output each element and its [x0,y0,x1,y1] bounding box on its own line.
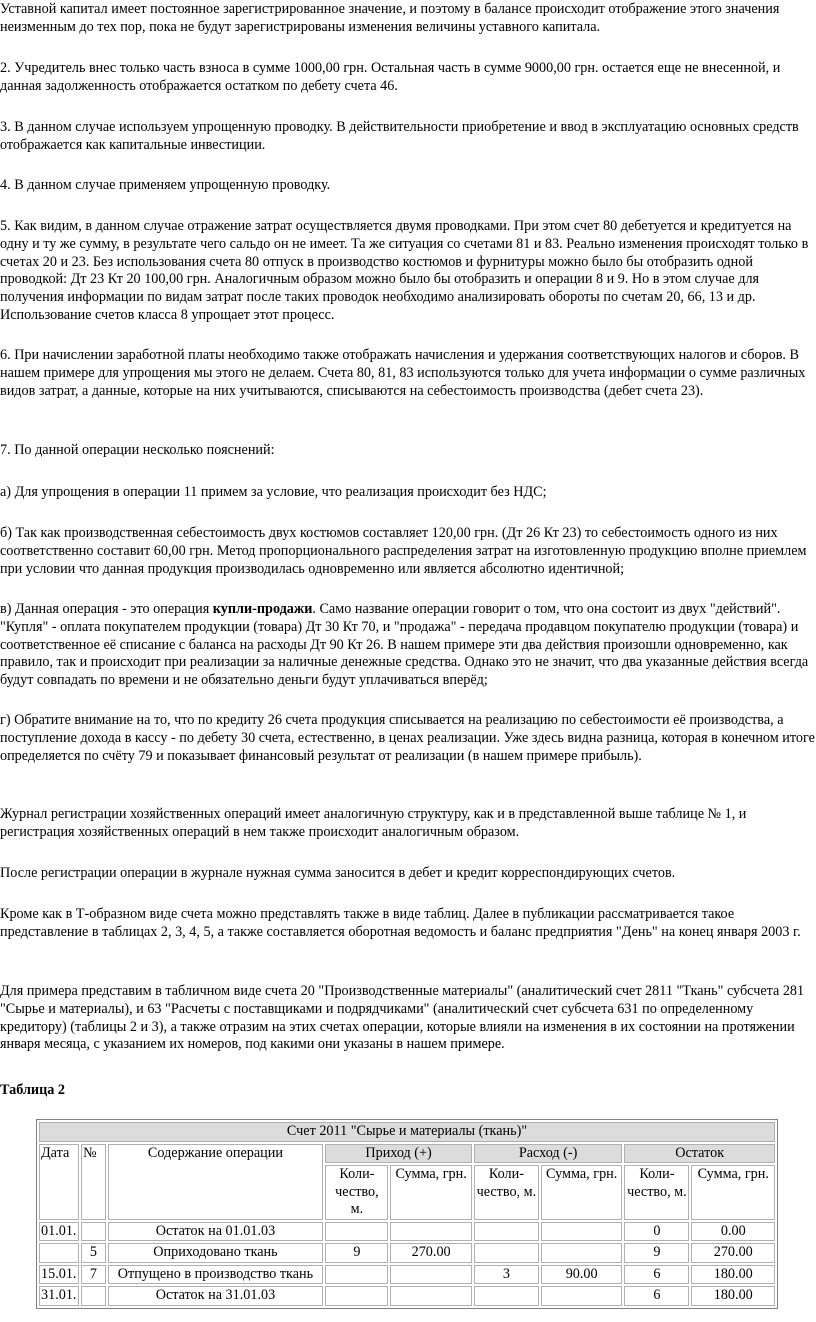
header-income-qty: Коли-чество, м. [325,1165,388,1220]
table-caption: Счет 2011 "Сырье и материалы (ткань)" [39,1122,775,1142]
cell-date: 15.01. [39,1265,79,1285]
paragraph-table-form: Кроме как в Т-образном виде счета можно представлять также в виде таблиц. Далее в публикации рассматривается такое представление в таблицах 2, 3, 4, 5, а также составляется оборотная ведомость и баланс предприятия "День" на конец января 2003 г. [0,906,801,940]
cell-content: Отпущено в производство ткань [108,1265,324,1285]
cell-income-sum [390,1222,471,1242]
paragraph-note-7v [0,601,816,690]
table-header-row [39,1144,775,1164]
paragraph-journal: Журнал регистрации хозяйственных операций имеет аналогичную структуру, как и в представленной выше таблице № 1, и регистрация хозяйственных операций в нем также происходит аналогичным образом. [0,806,747,840]
cell-number: 5 [81,1243,105,1263]
term-kupli-prodazhi: купли-продажи [212,601,313,617]
header-expense-sum: Сумма, грн. [541,1165,622,1220]
cell-balance-qty: 6 [624,1265,689,1285]
table-row [39,1265,775,1285]
cell-income-qty: 9 [325,1243,388,1263]
cell-expense-sum [541,1222,622,1242]
cell-expense-sum: 90.00 [541,1265,622,1285]
paragraph-note-4: 4. В данном случае применяем упрощенную проводку. [0,177,331,193]
paragraph-note-7g: г) Обратите внимание на то, что по кредиту 26 счета продукция списывается на реализацию по себестоимости её производства, а поступление дохода в кассу - по дебету 30 счета, естественно, в ценах реализации. Уже здесь видна разница, которая в конечном итоге определяется по счёту 79 и показывает финансовый результат от реализации (в нашем примере прибыль). [0,712,815,764]
paragraph-posting: После регистрации операции в журнале нужная сумма заносится в дебет и кредит корреспондирующих счетов. [0,865,676,881]
table-row [39,1243,775,1263]
cell-balance-sum: 180.00 [691,1286,775,1306]
cell-income-qty [325,1222,388,1242]
header-balance-sum: Сумма, грн. [691,1165,775,1220]
header-income-sum: Сумма, грн. [390,1165,471,1220]
cell-balance-sum: 270.00 [691,1243,775,1263]
table-caption-row [39,1122,775,1142]
paragraph-note-2: 2. Учредитель внес только часть взноса в сумме 1000,00 грн. Остальная часть в сумме 9000,00 грн. остается еще не внесенной, и данная задолженность отображается остатком по дебету счета 46. [0,60,781,94]
cell-income-sum [390,1286,471,1306]
paragraph-note-5: 5. Как видим, в данном случае отражение затрат осуществляется двумя проводками. При этом счет 80 дебетуется и кредитуется на одну и ту же сумму, в результате чего сальдо он не имеет. Та же ситуация со счетами 81 и 83. Реально изменения происходят только в счетах 20 и 23. Без использования счета 80 отпуск в производство костюмов и фурнитуры можно было бы отобразить одной проводкой: Дт 23 Кт 20 100,00 грн. Аналогичным образом можно было бы отобразить и операции 8 и 9. Но в этом случае для получения информации по видам затрат после таких проводок необходимо анализировать обороты по счетам 20, 66, 13 и др. Использование счетов класса 8 упрощает этот процесс. [0,218,809,323]
cell-balance-qty: 9 [624,1243,689,1263]
paragraph-note-3: 3. В данном случае используем упрощенную проводку. В действительности приобретение и ввод в эксплуатацию основных средств отображается как капитальные инвестиции. [0,119,799,153]
cell-number [81,1286,105,1306]
cell-expense-qty [474,1222,539,1242]
cell-balance-sum: 0.00 [691,1222,775,1242]
header-balance-qty: Коли-чество, м. [624,1165,689,1220]
header-balance: Остаток [624,1144,775,1164]
cell-expense-qty [474,1243,539,1263]
cell-balance-qty: 0 [624,1222,689,1242]
paragraph-note-7v-start: в) Данная операция - это операция [0,601,213,617]
table-title: Таблица 2 [0,1082,65,1098]
cell-expense-sum [541,1243,622,1263]
paragraph-example: Для примера представим в табличном виде счета 20 "Производственные материалы" (аналитический счет 2811 "Ткань" субсчета 281 "Сырье и материалы), и 63 "Расчеты с поставщиками и подрядчиками" (аналитический счет субсчета 631 по определенному кредитору) (таблицы 2 и 3), а также отразим на этих счетах операции, которые влияли на изменения в их состоянии на протяжении января месяца, с указанием их номеров, под какими они указаны в нашем примере. [0,983,805,1053]
table-row [39,1222,775,1242]
cell-content: Остаток на 01.01.03 [108,1222,324,1242]
table-row [39,1286,775,1306]
cell-content: Оприходовано ткань [108,1243,324,1263]
cell-income-sum [390,1265,471,1285]
cell-date: 01.01. [39,1222,79,1242]
header-expense: Расход (-) [474,1144,623,1164]
header-expense-qty: Коли-чество, м. [474,1165,539,1220]
header-number: № [81,1144,105,1220]
paragraph-note-7v-rest: . Само название операции говорит о том, что она состоит из двух "действий". "Купля" - оплата покупателем продукции (товара) Дт 30 Кт 70, и "продажа" - передача продавцом покупателю продукции (товара) и соответственное её списание с баланса на расходы Дт 90 Кт 26. В нашем примере эти два действия произошли одновременно, как правило, так и происходит при реализации за наличные денежные средства. Однако это не значит, что два указанные действия всегда будут совпадать по времени и не обязательно деньги будут уплачиваться вперёд; [0,601,809,689]
paragraph-note-6: 6. При начислении заработной платы необходимо также отображать начисления и удержания соответствующих налогов и сборов. В нашем примере для упрощения мы этого не делаем. Счета 80, 81, 83 используются только для учета информации о сумме различных видов затрат, а данные, которые на них учитываются, списываются на себестоимость производства (дебет счета 23). [0,347,806,399]
cell-expense-qty [474,1286,539,1306]
paragraph-note-7b: б) Так как производственная себестоимость двух костюмов составляет 120,00 грн. (Дт 26 Кт 23) то себестоимость одного из них соответственно составит 60,00 грн. Метод пропорционального распределения затрат на изготовленную продукцию вполне приемлем при условии что данная продукция производилась одновременно или является абсолютно идентичной; [0,525,807,577]
cell-balance-sum: 180.00 [691,1265,775,1285]
cell-content: Остаток на 31.01.03 [108,1286,324,1306]
cell-balance-qty: 6 [624,1286,689,1306]
cell-expense-sum [541,1286,622,1306]
paragraph-note-7: 7. По данной операции несколько пояснений: [0,442,275,458]
paragraph-note-7a: а) Для упрощения в операции 11 примем за условие, что реализация происходит без НДС; [0,484,547,500]
cell-income-qty [325,1265,388,1285]
account-table [36,1119,778,1309]
header-content: Содержание операции [108,1144,324,1220]
cell-date [39,1243,79,1263]
paragraph-charter-capital: Уставной капитал имеет постоянное зарегистрированное значение, и поэтому в балансе происходит отображение этого значения неизменным до тех пор, пока не будут зарегистрированы изменения величины уставного капитала. [0,1,780,35]
cell-expense-qty: 3 [474,1265,539,1285]
cell-income-sum: 270.00 [390,1243,471,1263]
cell-number: 7 [81,1265,105,1285]
header-income: Приход (+) [325,1144,472,1164]
cell-income-qty [325,1286,388,1306]
cell-date: 31.01. [39,1286,79,1306]
header-date: Дата [39,1144,79,1220]
cell-number [81,1222,105,1242]
